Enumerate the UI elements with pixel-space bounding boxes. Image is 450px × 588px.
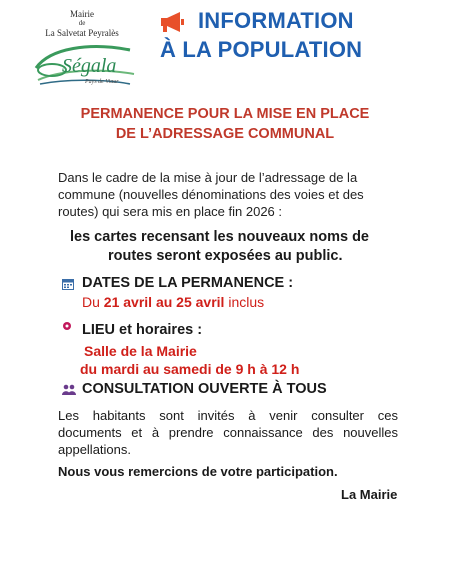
intro-line1: Dans le cadre de la mise à jour de l’adressage de la [58,170,358,185]
calendar-icon [62,278,74,290]
intro-line3: routes) qui sera mis en place fin 2026 : [58,204,283,219]
logo-mairie: Mairie [70,9,94,19]
consultation-body [58,407,398,458]
megaphone-icon [160,11,186,33]
lieu-heading: LIEU et horaires : [82,322,203,338]
thanks-text: Nous vous remercions de votre participation. [58,464,338,479]
intro-line2: commune (nouvelles dénominations des voies et des [58,187,364,202]
intro-bold-line2: routes seront exposées au public. [108,248,343,264]
consultation-line1: Les habitants sont invités à venir consulter ces [58,408,398,423]
dates-heading: DATES DE LA PERMANENCE : [82,275,294,291]
subtitle-line2: DE L’ADRESSAGE COMMUNAL [115,126,335,142]
logo-commune: La Salvetat Peyralès [45,28,119,38]
dates-prefix: Du [82,294,104,310]
dates-line [82,294,264,310]
title-line1: INFORMATION [198,8,354,33]
lieu-hours: du mardi au samedi de 9 h à 12 h [80,361,300,377]
signature: La Mairie [341,487,398,502]
logo-brand: Ségala [62,55,117,77]
location-pin-icon [62,321,72,331]
title-line2: À LA POPULATION [160,37,363,62]
logo-de: de [78,19,86,27]
consultation-line2: documents et à prendre connaissance des nouvelles [58,425,398,440]
lieu-place: Salle de la Mairie [84,343,197,359]
intro-bold-line1: les cartes recensant les nouveaux noms de [70,229,369,245]
logo-brand-sub: Pays de Viaur [85,79,119,85]
dates-range: 21 avril au 25 avril [103,294,225,310]
subtitle-line1: PERMANENCE POUR LA MISE EN PLACE [80,106,370,122]
dates-suffix: inclus [224,294,265,310]
people-icon [62,384,76,395]
consultation-line3: appellations. [58,442,131,457]
consultation-heading: CONSULTATION OUVERTE À TOUS [82,381,327,397]
